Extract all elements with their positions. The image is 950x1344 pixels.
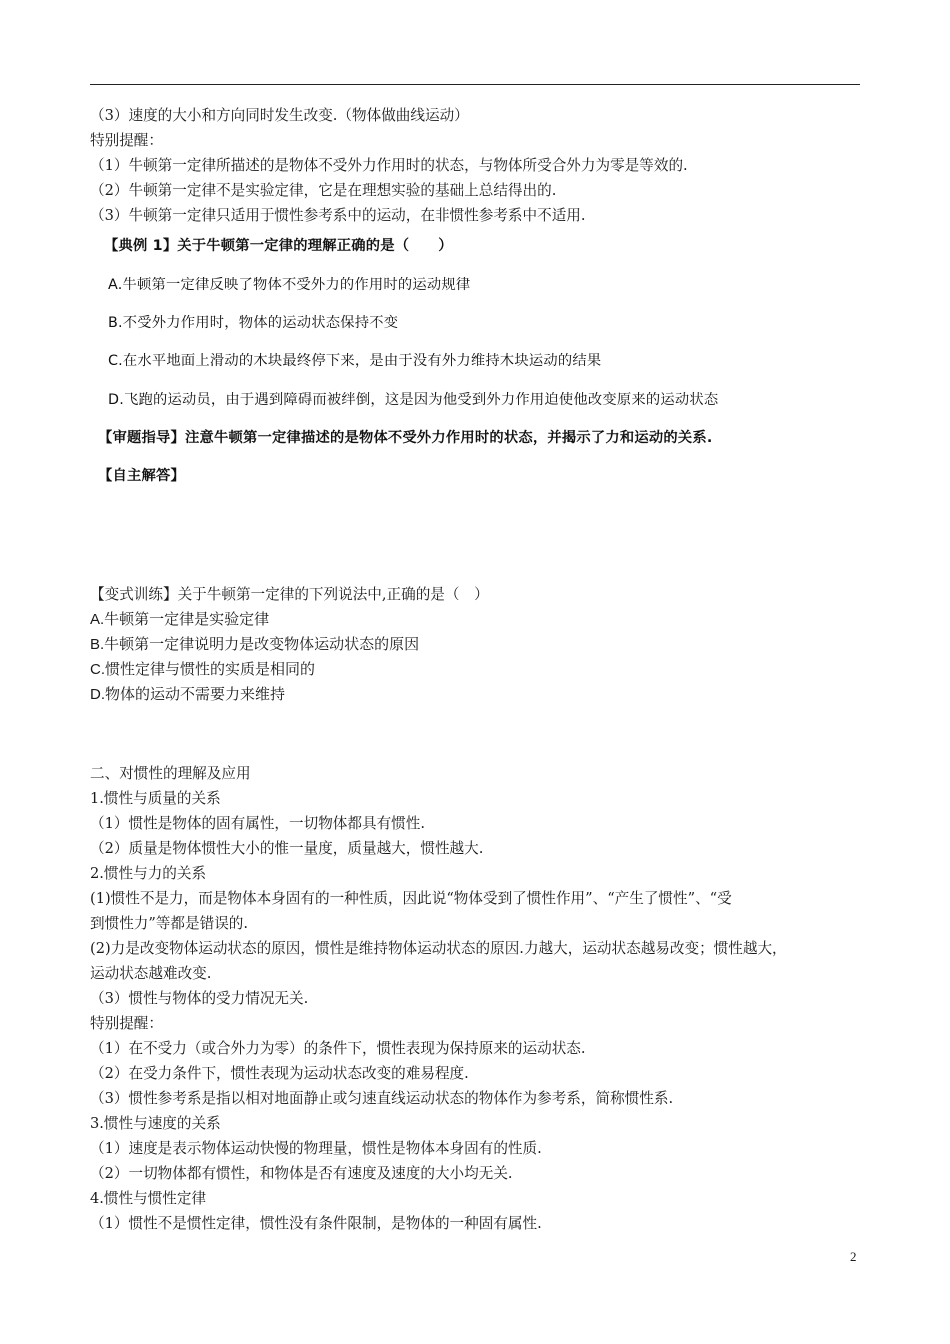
variant-option-b: B.牛顿第一定律说明力是改变物体运动状态的原因 (90, 636, 420, 653)
text-line: （2）一切物体都有惯性，和物体是否有速度及速度的大小均无关. (90, 1165, 513, 1182)
text-line: 运动状态越难改变. (90, 965, 212, 982)
text-line: (2)力是改变物体运动状态的原因，惯性是维持物体运动状态的原因.力越大，运动状态越易改变；惯性越大， (90, 940, 787, 957)
variant-option-d: D.物体的运动不需要力来维持 (90, 686, 286, 703)
subheading: 4.惯性与惯性定律 (90, 1190, 207, 1207)
example-option-c: C.在水平地面上滑动的木块最终停下来，是由于没有外力维持木块运动的结果 (108, 353, 602, 369)
subheading: 2.惯性与力的关系 (90, 865, 207, 882)
header-rule (90, 84, 860, 85)
text-line: （1）速度是表示物体运动快慢的物理量，惯性是物体本身固有的性质. (90, 1140, 542, 1157)
text-line: （3）速度的大小和方向同时发生改变.（物体做曲线运动） (90, 107, 469, 124)
text-line: 特别提醒： (90, 1015, 163, 1032)
example-option-b: B.不受外力作用时，物体的运动状态保持不变 (108, 315, 399, 331)
example-option-d: D.飞跑的运动员，由于遇到障碍而被绊倒，这是因为他受到外力作用迫使他改变原来的运动状态 (108, 392, 719, 408)
text-line: （2）在受力条件下，惯性表现为运动状态改变的难易程度. (90, 1065, 469, 1082)
text-line: （1）牛顿第一定律所描述的是物体不受外力作用时的状态，与物体所受合外力为零是等效的. (90, 157, 688, 174)
text-line: （1）在不受力（或合外力为零）的条件下，惯性表现为保持原来的运动状态. (90, 1040, 586, 1057)
text-line: （1）惯性不是惯性定律，惯性没有条件限制，是物体的一种固有属性. (90, 1215, 542, 1232)
subheading: 3.惯性与速度的关系 (90, 1115, 221, 1132)
text-line: 到惯性力”等都是错误的. (90, 915, 249, 932)
text-line: （2）质量是物体惯性大小的惟一量度，质量越大，惯性越大. (90, 840, 484, 857)
text-line: （3）惯性与物体的受力情况无关. (90, 990, 309, 1007)
section-title: 二、对惯性的理解及应用 (90, 765, 251, 782)
example-question: 【典例 1】关于牛顿第一定律的理解正确的是（ ） (104, 238, 453, 254)
example-option-a: A.牛顿第一定律反映了物体不受外力的作用时的运动规律 (108, 277, 471, 293)
text-line: （3）惯性参考系是指以相对地面静止或匀速直线运动状态的物体作为参考系，简称惯性系. (90, 1090, 674, 1107)
variant-question: 【变式训练】关于牛顿第一定律的下列说法中,正确的是（ ） (90, 586, 489, 603)
text-line: （2）牛顿第一定律不是实验定律，它是在理想实验的基础上总结得出的. (90, 182, 557, 199)
text-line: （3）牛顿第一定律只适用于惯性参考系中的运动，在非惯性参考系中不适用. (90, 207, 586, 224)
text-line: (1)惯性不是力，而是物体本身固有的一种性质，因此说“物体受到了惯性作用”、“产生了惯性”、“受 (90, 890, 732, 907)
page-number: 2 (850, 1249, 857, 1264)
variant-option-a: A.牛顿第一定律是实验定律 (90, 611, 270, 628)
variant-option-c: C.惯性定律与惯性的实质是相同的 (90, 661, 316, 678)
example-self-answer: 【自主解答】 (98, 468, 185, 484)
text-line: 特别提醒： (90, 132, 163, 149)
subheading: 1.惯性与质量的关系 (90, 790, 221, 807)
text-line: （1）惯性是物体的固有属性，一切物体都具有惯性. (90, 815, 425, 832)
example-guide: 【审题指导】注意牛顿第一定律描述的是物体不受外力作用时的状态，并揭示了力和运动的关系. (98, 430, 713, 446)
